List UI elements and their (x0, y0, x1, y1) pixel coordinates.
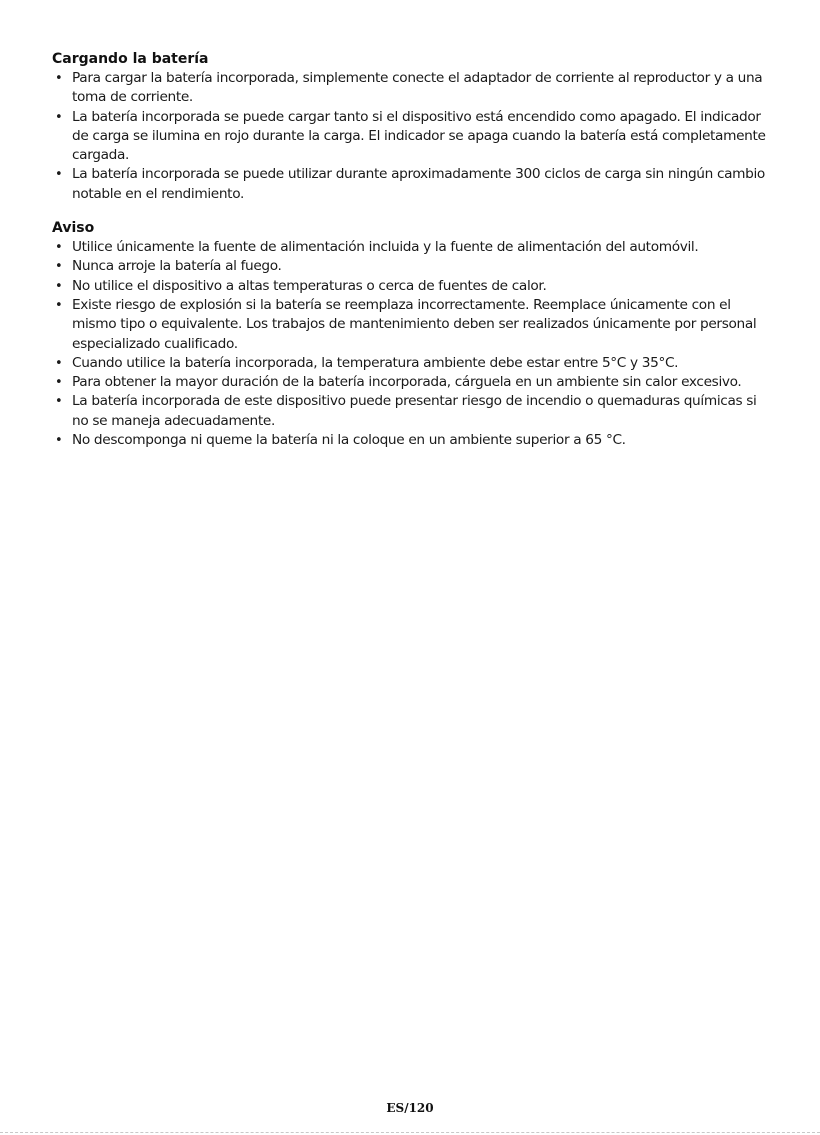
list-item (52, 238, 772, 257)
section-title-warning: Aviso (52, 220, 95, 237)
charging-bullet-list (52, 69, 772, 204)
list-item-text: La batería incorporada se puede utilizar durante aproximadamente 300 ciclos de carga sin ningún cambio notable en el rendimiento. (72, 166, 765, 202)
bullet-icon: • (55, 433, 63, 449)
list-item (52, 431, 772, 450)
list-item-text: Nunca arroje la batería al fuego. (72, 258, 282, 275)
bullet-icon: • (55, 259, 63, 275)
bullet-icon: • (55, 375, 63, 391)
list-item (52, 296, 772, 354)
section-charging (52, 50, 772, 204)
list-item-text: La batería incorporada se puede cargar tanto si el dispositivo está encendido como apagado. El indicador de carga se ilumina en rojo durante la carga. El indicador se apaga cuando la batería está completamente cargada. (72, 108, 766, 164)
list-item-text: No descomponga ni queme la batería ni la coloque en un ambiente superior a 65 °C. (72, 432, 626, 449)
list-item (52, 257, 772, 276)
bullet-icon: • (55, 355, 63, 371)
bullet-icon: • (55, 394, 63, 410)
list-item (52, 165, 772, 204)
list-item-text: Cuando utilice la batería incorporada, la temperatura ambiente debe estar entre 5°C y 35°C. (72, 354, 679, 371)
list-item (52, 392, 772, 431)
warning-bullet-list (52, 238, 772, 450)
page-bottom-divider (0, 1132, 820, 1133)
list-item-text: La batería incorporada de este dispositivo puede presentar riesgo de incendio o quemaduras químicas si no se maneja adecuadamente. (72, 393, 757, 429)
bullet-icon: • (55, 109, 63, 125)
bullet-icon: • (55, 240, 63, 256)
page-number: ES/120 (386, 1101, 434, 1115)
list-item (52, 373, 772, 392)
list-item-text: Existe riesgo de explosión si la batería se reemplaza incorrectamente. Reemplace únicamente con el mismo tipo o equivalente. Los trabajos de mantenimiento deben ser realizados únicamente por personal especializado cualificado. (72, 296, 757, 352)
bullet-icon: • (55, 167, 63, 183)
section-title-charging: Cargando la batería (52, 51, 209, 67)
bullet-icon: • (55, 297, 63, 313)
bullet-icon: • (55, 278, 63, 294)
list-item-text: Para obtener la mayor duración de la batería incorporada, cárguela en un ambiente sin calor excesivo. (72, 374, 742, 391)
document-page (52, 50, 772, 450)
bullet-icon: • (55, 71, 63, 86)
list-item (52, 277, 772, 296)
list-item (52, 108, 772, 166)
list-item-text: Utilice únicamente la fuente de alimentación incluida y la fuente de alimentación del automóvil. (72, 239, 699, 256)
list-item (52, 354, 772, 373)
section-warning (52, 219, 772, 450)
list-item (52, 69, 772, 108)
list-item-text: Para cargar la batería incorporada, simplemente conecte el adaptador de corriente al reproductor y a una toma de corriente. (72, 70, 763, 106)
list-item-text: No utilice el dispositivo a altas temperaturas o cerca de fuentes de calor. (72, 277, 547, 294)
